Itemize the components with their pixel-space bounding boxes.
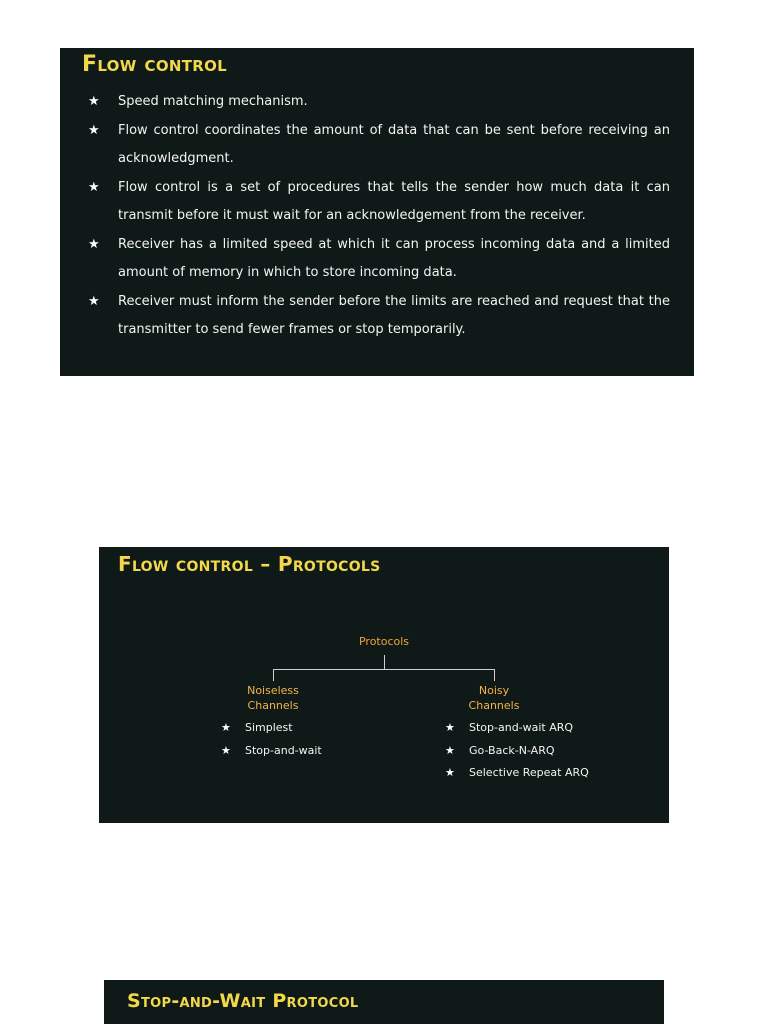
diagram-root-label: Protocols xyxy=(358,635,410,648)
protocol-name: Stop-and-wait ARQ xyxy=(469,721,574,734)
star-bullet-icon: ★ xyxy=(221,743,231,757)
list-item xyxy=(88,174,670,231)
branch-label-line: Noiseless xyxy=(247,684,299,697)
star-bullet-icon: ★ xyxy=(445,766,455,779)
slide-flow-control-protocols xyxy=(99,547,669,823)
connector-line xyxy=(273,669,495,670)
protocol-name: Simplest xyxy=(245,721,293,734)
list-item xyxy=(88,231,670,288)
slide-title: Stop-and-Wait Protocol xyxy=(127,990,359,1012)
list-item xyxy=(88,288,670,345)
slide-flow-control xyxy=(60,48,694,376)
bullet-text: Receiver has a limited speed at which it can process incoming data and a limited amount of memory in which to store incoming data. xyxy=(118,236,670,280)
list-item xyxy=(221,717,322,740)
branch-label-line: Channels xyxy=(247,699,299,712)
star-bullet-icon: ★ xyxy=(88,122,100,138)
branch-label-line: Noisy xyxy=(478,684,510,697)
list-item xyxy=(445,762,589,785)
protocol-name: Selective Repeat ARQ xyxy=(469,766,589,779)
noisy-protocol-list xyxy=(445,717,589,785)
star-bullet-icon: ★ xyxy=(88,293,100,309)
bullet-text: Flow control is a set of procedures that tells the sender how much data it can transmit before it must wait for an acknowledgement from the receiver. xyxy=(118,179,670,223)
bullet-list xyxy=(88,88,670,345)
slide-title: Flow control – Protocols xyxy=(118,552,381,576)
list-item xyxy=(445,717,589,740)
branch-label-noiseless xyxy=(228,683,318,713)
star-bullet-icon: ★ xyxy=(88,94,100,109)
list-item xyxy=(88,88,670,117)
list-item xyxy=(88,117,670,174)
star-bullet-icon: ★ xyxy=(445,721,455,734)
connector-line xyxy=(384,655,385,669)
star-bullet-icon: ★ xyxy=(221,721,231,734)
connector-line xyxy=(273,669,274,681)
branch-label-noisy xyxy=(449,683,539,713)
noiseless-protocol-list xyxy=(221,717,322,762)
bullet-text: Speed matching mechanism. xyxy=(118,94,308,109)
connector-line xyxy=(494,669,495,681)
list-item xyxy=(221,740,322,763)
star-bullet-icon: ★ xyxy=(88,179,100,195)
slide-title: Flow control xyxy=(82,52,228,77)
branch-label-line: Channels xyxy=(468,699,520,712)
protocol-name: Go-Back-N-ARQ xyxy=(469,743,555,757)
bullet-text: Flow control coordinates the amount of data that can be sent before receiving an acknowledgment. xyxy=(118,122,670,166)
star-bullet-icon: ★ xyxy=(88,236,100,252)
star-bullet-icon: ★ xyxy=(445,743,455,757)
bullet-text: Receiver must inform the sender before the limits are reached and request that the transmitter to send fewer frames or stop temporarily. xyxy=(118,293,670,337)
protocol-name: Stop-and-wait xyxy=(245,743,322,757)
list-item xyxy=(445,740,589,763)
slide-stop-and-wait xyxy=(104,980,664,1024)
